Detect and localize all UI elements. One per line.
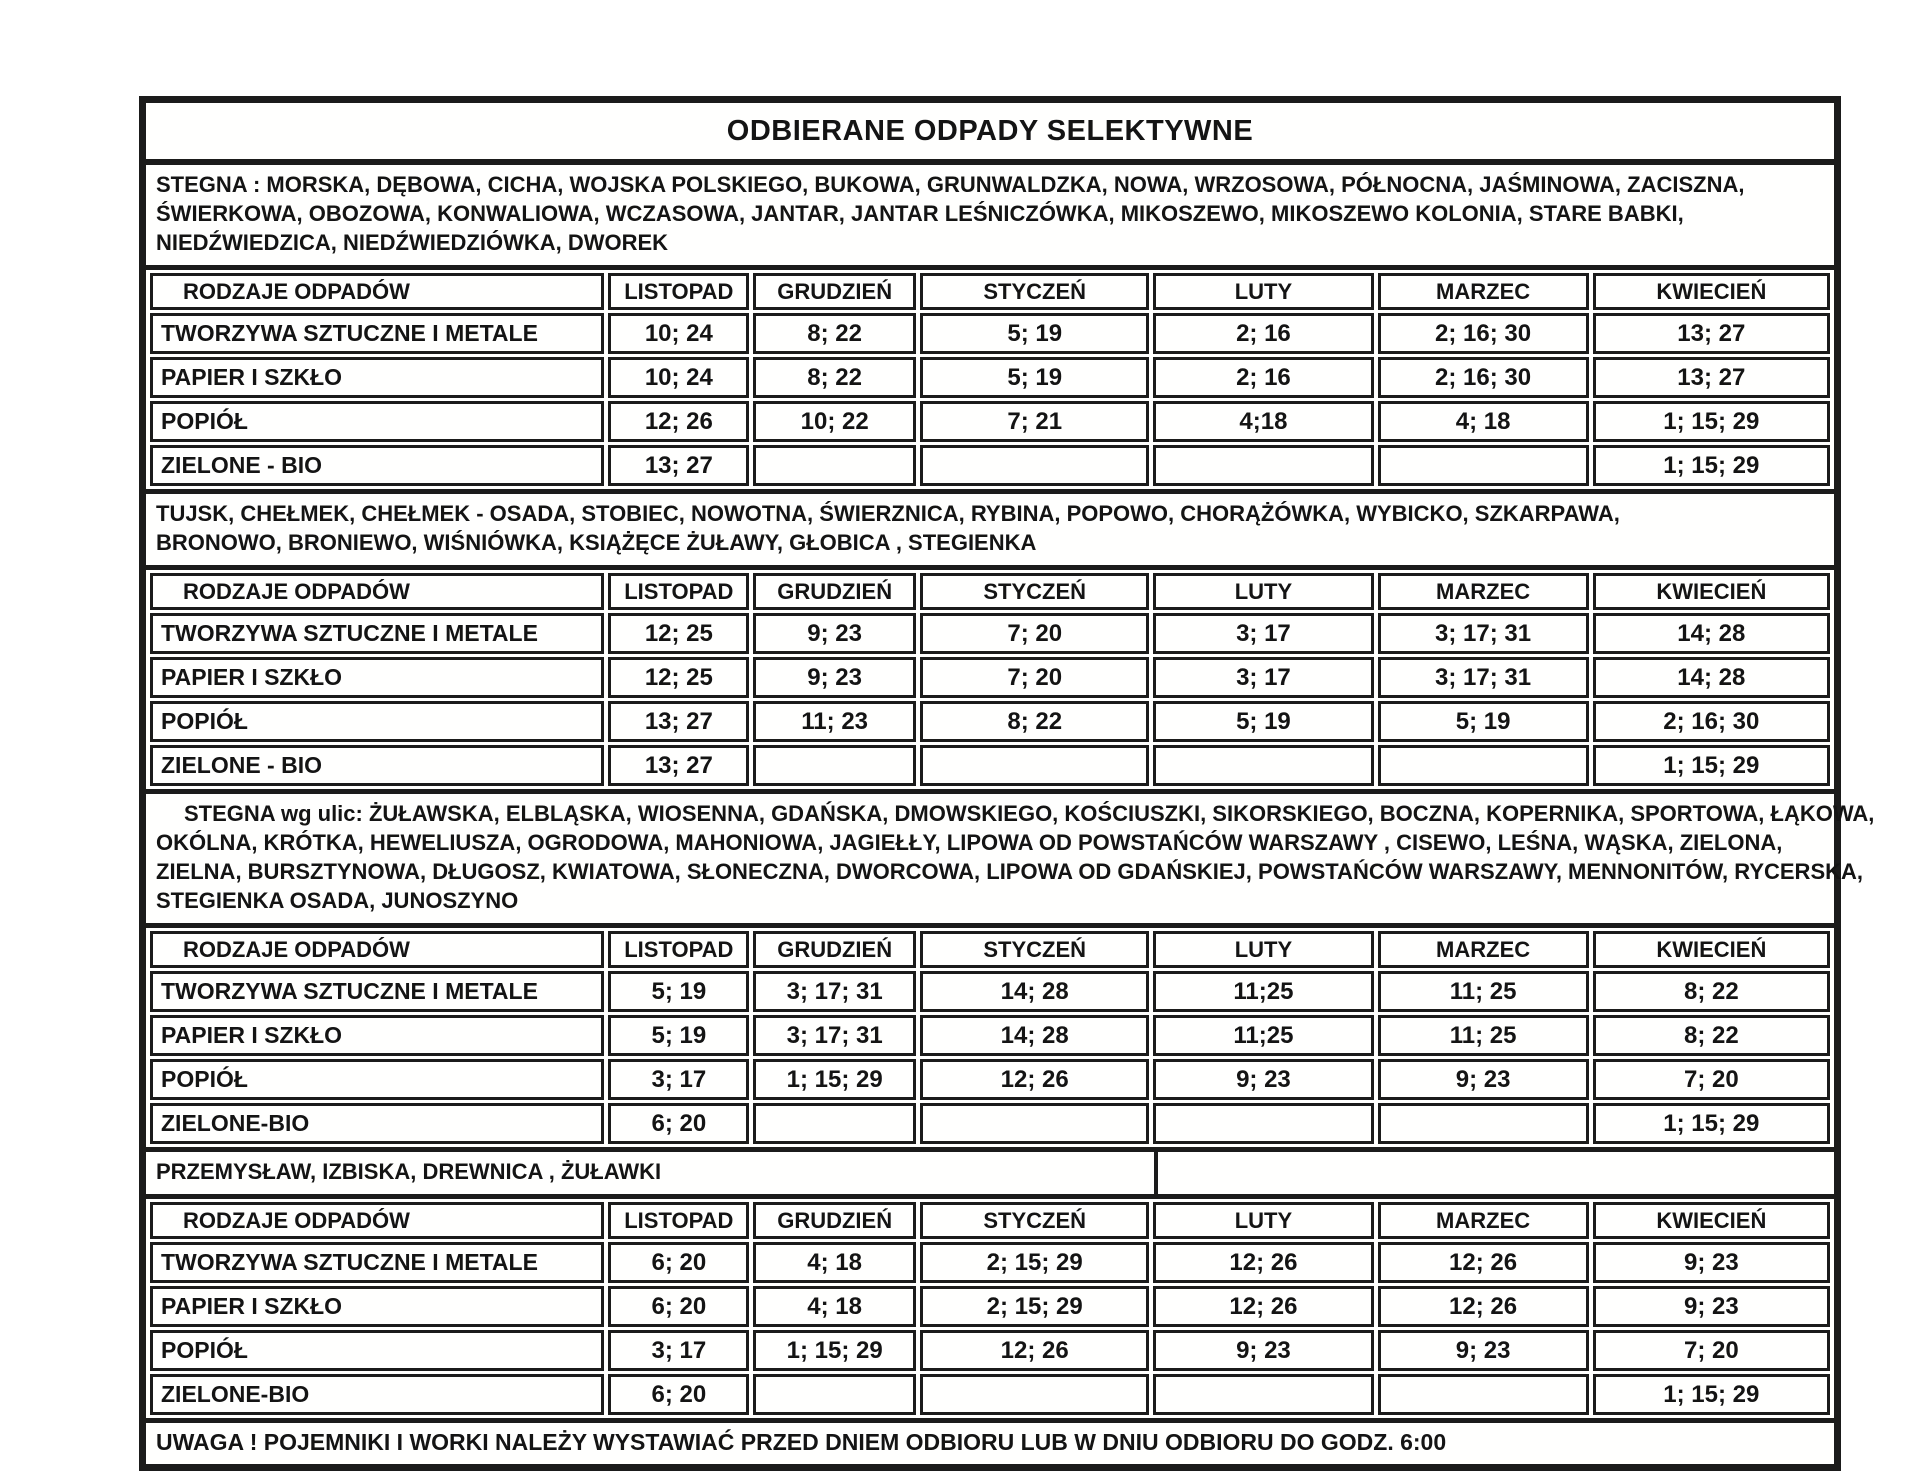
area-streets-line: STEGIENKA OSADA, JUNOSZYNO [156,888,519,913]
schedule-cell [753,1103,916,1144]
table-row [150,1330,1830,1371]
schedule-cell [1378,1103,1589,1144]
schedule-cell: 3; 17; 31 [753,1015,916,1056]
waste-type-label: TWORZYWA SZTUCZNE I METALE [150,1242,604,1283]
table-row [150,971,1830,1012]
table-row [150,657,1830,698]
document-sheet [139,96,1875,1471]
schedule-cell: 6; 20 [608,1374,749,1415]
schedule-cell: 10; 22 [753,401,916,442]
schedule-cell: 2; 16; 30 [1593,701,1830,742]
waste-type-label: POPIÓŁ [150,401,604,442]
schedule-cell: 12; 26 [1153,1242,1373,1283]
column-header-month: STYCZEŃ [920,273,1149,310]
schedule-cell [1378,445,1589,486]
schedule-cell: 3; 17 [608,1330,749,1371]
column-header-month: KWIECIEŃ [1593,273,1830,310]
schedule-cell: 4; 18 [753,1286,916,1327]
column-header-month: LUTY [1153,1202,1373,1239]
table-row [150,1103,1830,1144]
schedule-cell [920,445,1149,486]
waste-type-label: POPIÓŁ [150,1059,604,1100]
table-row [150,445,1830,486]
schedule-cell: 9; 23 [1378,1330,1589,1371]
schedule-cell: 5; 19 [608,971,749,1012]
schedule-cell [1153,1103,1373,1144]
column-header-month: MARZEC [1378,573,1589,610]
column-header-month: GRUDZIEŃ [753,273,916,310]
schedule-cell: 12; 25 [608,613,749,654]
waste-type-label: POPIÓŁ [150,1330,604,1371]
column-header-month: KWIECIEŃ [1593,931,1830,968]
column-header-month: LISTOPAD [608,573,749,610]
area-streets-tujsk [146,489,1834,570]
area-streets-przemyslaw [146,1147,1834,1199]
schedule-table [146,928,1834,1147]
table-row [150,613,1830,654]
column-header-month: MARZEC [1378,273,1589,310]
schedule-cell: 13; 27 [608,701,749,742]
table-row [150,1374,1830,1415]
schedule-cell: 12; 26 [920,1059,1149,1100]
area-streets-stegna [146,165,1834,270]
schedule-cell [1153,1374,1373,1415]
area-streets-line: TUJSK, CHEŁMEK, CHEŁMEK - OSADA, STOBIEC, NOWOTNA, ŚWIERZNICA, RYBINA, POPOWO, CHORĄŻÓWKA, WYBICKO, SZKARPAWA, [156,501,1620,526]
schedule-cell: 9; 23 [1593,1286,1830,1327]
schedule-cell: 4;18 [1153,401,1373,442]
schedule-cell: 2; 16; 30 [1378,357,1589,398]
table-row [150,357,1830,398]
schedule-cell: 8; 22 [753,313,916,354]
column-header-month: LISTOPAD [608,273,749,310]
schedule-cell: 5; 19 [1153,701,1373,742]
table-row [150,1242,1830,1283]
schedule-cell: 7; 20 [920,613,1149,654]
column-header-month: STYCZEŃ [920,931,1149,968]
schedule-table [146,570,1834,789]
waste-type-label: ZIELONE - BIO [150,745,604,786]
schedule-cell: 1; 15; 29 [753,1059,916,1100]
waste-type-label: PAPIER I SZKŁO [150,1286,604,1327]
section-stegna [146,165,1834,489]
schedule-cell: 1; 15; 29 [1593,1103,1830,1144]
schedule-cell: 4; 18 [1378,401,1589,442]
schedule-cell: 9; 23 [1593,1242,1830,1283]
schedule-cell: 13; 27 [1593,357,1830,398]
waste-type-label: ZIELONE-BIO [150,1374,604,1415]
schedule-cell: 8; 22 [753,357,916,398]
schedule-cell [1378,1374,1589,1415]
section-przemyslaw [146,1147,1834,1418]
header-row [150,573,1830,610]
warning-note: UWAGA ! POJEMNIKI I WORKI NALEŻY WYSTAWIAĆ PRZED DNIEM ODBIORU LUB W DNIU ODBIORU DO GODZ. 6:00 [146,1418,1834,1464]
waste-type-label: PAPIER I SZKŁO [150,357,604,398]
area-streets-line: STEGNA wg ulic: ŻUŁAWSKA, ELBLĄSKA, WIOSENNA, GDAŃSKA, DMOWSKIEGO, KOŚCIUSZKI, SIKORSKIEGO, BOCZNA, KOPERNIKA, SPORTOWA, ŁĄKOWA, [184,801,1875,826]
schedule-cell: 1; 15; 29 [1593,1374,1830,1415]
column-header-month: KWIECIEŃ [1593,1202,1830,1239]
schedule-cell: 1; 15; 29 [1593,745,1830,786]
schedule-cell: 14; 28 [920,1015,1149,1056]
waste-type-label: TWORZYWA SZTUCZNE I METALE [150,971,604,1012]
column-header-month: MARZEC [1378,1202,1589,1239]
section-stegna-wg-ulic [146,789,1875,1147]
schedule-cell: 13; 27 [1593,313,1830,354]
schedule-cell: 9; 23 [1153,1330,1373,1371]
column-header-month: STYCZEŃ [920,573,1149,610]
header-row [150,1202,1830,1239]
column-header-month: GRUDZIEŃ [753,573,916,610]
schedule-cell: 2; 16 [1153,313,1373,354]
schedule-cell: 5; 19 [1378,701,1589,742]
table-row [150,1015,1830,1056]
schedule-cell: 11;25 [1153,971,1373,1012]
schedule-cell: 3; 17; 31 [1378,657,1589,698]
header-row [150,273,1830,310]
schedule-cell: 14; 28 [1593,613,1830,654]
schedule-cell [920,1103,1149,1144]
schedule-cell: 13; 27 [608,745,749,786]
schedule-cell: 7; 20 [920,657,1149,698]
area-streets-line: ZIELNA, BURSZTYNOWA, DŁUGOSZ, KWIATOWA, SŁONECZNA, DWORCOWA, LIPOWA OD GDAŃSKIEJ, POWSTAŃCÓW WARSZAWY, MENNONITÓW, RYCERSKA, [156,859,1864,884]
schedule-cell: 12; 25 [608,657,749,698]
schedule-cell [753,745,916,786]
schedule-cell [920,745,1149,786]
schedule-cell: 2; 16; 30 [1378,313,1589,354]
scan-divider-line [1154,1152,1158,1194]
schedule-cell: 2; 15; 29 [920,1286,1149,1327]
schedule-cell: 10; 24 [608,357,749,398]
area-streets-line: BRONOWO, BRONIEWO, WIŚNIÓWKA, KSIĄŻĘCE ŻUŁAWY, GŁOBICA , STEGIENKA [156,530,1037,555]
schedule-cell [1378,745,1589,786]
schedule-cell: 12; 26 [1378,1286,1589,1327]
column-header-waste-types: RODZAJE ODPADÓW [150,931,604,968]
schedule-cell: 3; 17 [1153,613,1373,654]
section-tujsk [146,489,1834,789]
schedule-cell: 3; 17; 31 [753,971,916,1012]
schedule-cell: 7; 20 [1593,1330,1830,1371]
table-row [150,1059,1830,1100]
schedule-cell: 2; 15; 29 [920,1242,1149,1283]
area-streets-line: OKÓLNA, KRÓTKA, HEWELIUSZA, OGRODOWA, MAHONIOWA, JAGIEŁŁY, LIPOWA OD POWSTAŃCÓW WARSZAWY , CISEWO, LEŚNA, WĄSKA, ZIELONA, [156,830,1783,855]
schedule-cell: 10; 24 [608,313,749,354]
column-header-waste-types: RODZAJE ODPADÓW [150,273,604,310]
schedule-cell: 1; 15; 29 [753,1330,916,1371]
column-header-month: GRUDZIEŃ [753,1202,916,1239]
waste-type-label: PAPIER I SZKŁO [150,1015,604,1056]
area-streets-line: ŚWIERKOWA, OBOZOWA, KONWALIOWA, WCZASOWA, JANTAR, JANTAR LEŚNICZÓWKA, MIKOSZEWO, MIKOSZEWO KOLONIA, STARE BABKI, [156,201,1684,226]
schedule-cell: 7; 21 [920,401,1149,442]
schedule-cell: 12; 26 [1153,1286,1373,1327]
schedule-cell [753,445,916,486]
table-row [150,701,1830,742]
schedule-cell [753,1374,916,1415]
schedule-cell: 1; 15; 29 [1593,445,1830,486]
column-header-month: GRUDZIEŃ [753,931,916,968]
waste-type-label: POPIÓŁ [150,701,604,742]
area-streets-line: NIEDŹWIEDZICA, NIEDŹWIEDZIÓWKA, DWOREK [156,230,669,255]
schedule-table [146,1199,1834,1418]
waste-type-label: TWORZYWA SZTUCZNE I METALE [150,313,604,354]
column-header-month: LISTOPAD [608,1202,749,1239]
schedule-cell: 14; 28 [920,971,1149,1012]
schedule-cell: 13; 27 [608,445,749,486]
schedule-cell [1153,445,1373,486]
column-header-month: MARZEC [1378,931,1589,968]
column-header-month: LUTY [1153,931,1373,968]
schedule-cell: 9; 23 [753,657,916,698]
schedule-cell: 9; 23 [1153,1059,1373,1100]
schedule-cell: 6; 20 [608,1103,749,1144]
header-row [150,931,1830,968]
schedule-cell: 3; 17 [1153,657,1373,698]
schedule-cell: 2; 16 [1153,357,1373,398]
schedule-cell: 9; 23 [753,613,916,654]
schedule-table [146,270,1834,489]
schedule-cell [1153,745,1373,786]
schedule-cell: 5; 19 [608,1015,749,1056]
column-header-month: LUTY [1153,573,1373,610]
schedule-cell: 11; 25 [1378,971,1589,1012]
schedule-cell: 14; 28 [1593,657,1830,698]
area-streets-line: STEGNA : MORSKA, DĘBOWA, CICHA, WOJSKA POLSKIEGO, BUKOWA, GRUNWALDZKA, NOWA, WRZOSOWA, PÓŁNOCNA, JAŚMINOWA, ZACISZNA, [156,172,1745,197]
schedule-cell: 3; 17 [608,1059,749,1100]
table-row [150,313,1830,354]
schedule-cell: 5; 19 [920,313,1149,354]
schedule-cell: 4; 18 [753,1242,916,1283]
schedule-cell: 11; 25 [1378,1015,1589,1056]
schedule-cell: 6; 20 [608,1242,749,1283]
table-row [150,401,1830,442]
schedule-cell: 11;25 [1153,1015,1373,1056]
schedule-cell: 7; 20 [1593,1059,1830,1100]
schedule-cell: 12; 26 [1378,1242,1589,1283]
waste-type-label: ZIELONE-BIO [150,1103,604,1144]
schedule-cell [920,1374,1149,1415]
area-streets-line: PRZEMYSŁAW, IZBISKA, DREWNICA , ŻUŁAWKI [156,1159,662,1184]
table-row [150,745,1830,786]
schedule-cell: 8; 22 [920,701,1149,742]
column-header-waste-types: RODZAJE ODPADÓW [150,573,604,610]
table-row [150,1286,1830,1327]
column-header-month: KWIECIEŃ [1593,573,1830,610]
column-header-month: LUTY [1153,273,1373,310]
schedule-cell: 11; 23 [753,701,916,742]
schedule-cell: 12; 26 [608,401,749,442]
waste-schedule-document [139,96,1875,1471]
waste-type-label: TWORZYWA SZTUCZNE I METALE [150,613,604,654]
schedule-cell: 6; 20 [608,1286,749,1327]
waste-type-label: PAPIER I SZKŁO [150,657,604,698]
area-streets-stegna-wg-ulic [146,789,1875,928]
document-title: ODBIERANE ODPADY SELEKTYWNE [146,103,1834,165]
schedule-cell: 9; 23 [1378,1059,1589,1100]
schedule-cell: 3; 17; 31 [1378,613,1589,654]
column-header-month: LISTOPAD [608,931,749,968]
waste-type-label: ZIELONE - BIO [150,445,604,486]
column-header-month: STYCZEŃ [920,1202,1149,1239]
schedule-cell: 8; 22 [1593,1015,1830,1056]
schedule-cell: 8; 22 [1593,971,1830,1012]
column-header-waste-types: RODZAJE ODPADÓW [150,1202,604,1239]
schedule-cell: 1; 15; 29 [1593,401,1830,442]
schedule-cell: 5; 19 [920,357,1149,398]
schedule-cell: 12; 26 [920,1330,1149,1371]
